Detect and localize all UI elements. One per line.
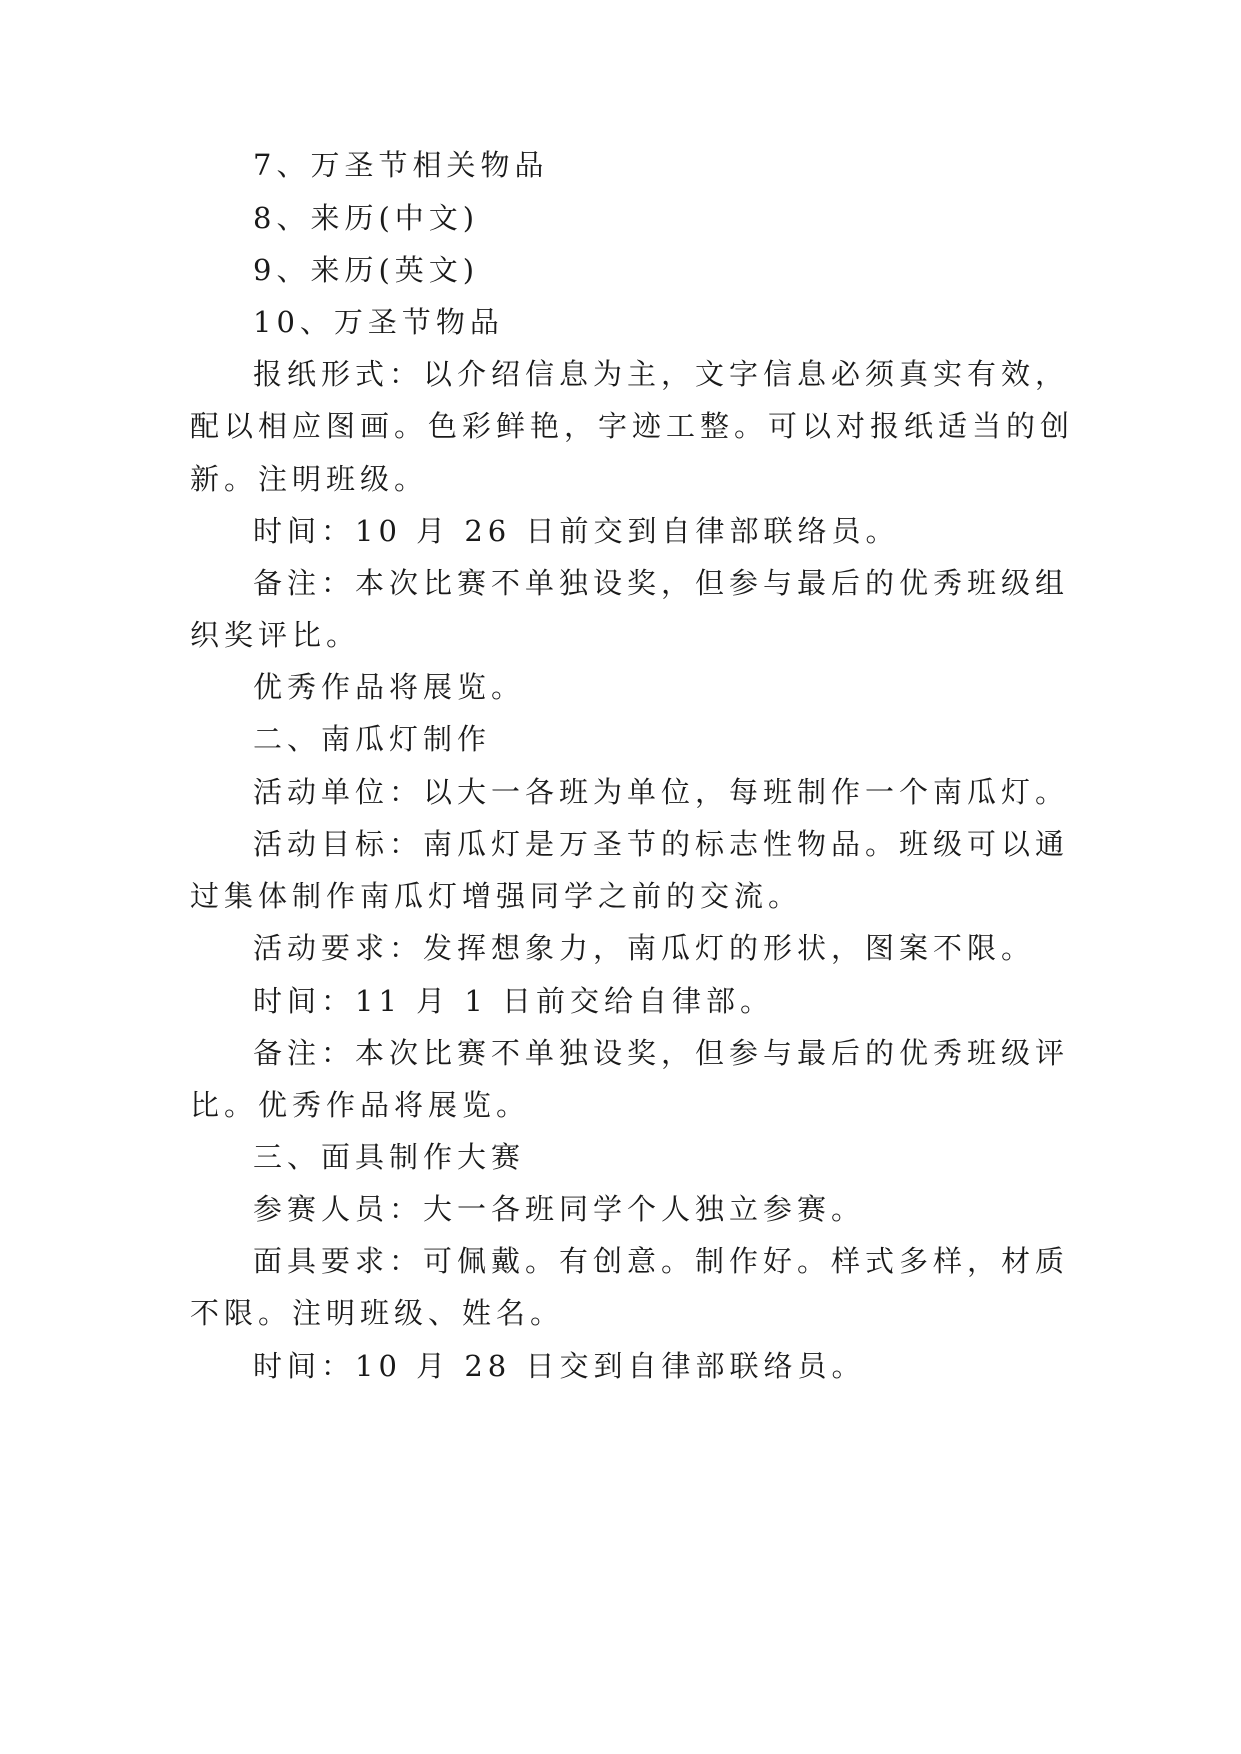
paragraph-line: 新。注明班级。	[190, 462, 429, 496]
paragraph-line: 不限。注明班级、姓名。	[190, 1296, 565, 1330]
paragraph-line: 时间：10 月 28 日交到自律部联络员。	[253, 1349, 866, 1383]
section-heading: 二、南瓜灯制作	[253, 722, 492, 756]
list-item-10: 10、万圣节物品	[253, 305, 504, 339]
paragraph-line: 时间：10 月 26 日前交到自律部联络员。	[253, 514, 900, 548]
paragraph-line: 备注：本次比赛不单独设奖，但参与最后的优秀班级组	[253, 566, 1070, 600]
section-heading: 三、面具制作大赛	[253, 1140, 526, 1174]
list-item-8: 8、来历(中文)	[253, 201, 480, 235]
list-item-9: 9、来历(英文)	[253, 253, 480, 287]
paragraph-line: 配以相应图画。色彩鲜艳，字迹工整。可以对报纸适当的创	[190, 409, 1075, 443]
list-item-7: 7、万圣节相关物品	[253, 148, 549, 182]
paragraph-line: 面具要求：可佩戴。有创意。制作好。样式多样，材质	[253, 1244, 1070, 1278]
paragraph-line: 比。优秀作品将展览。	[190, 1088, 531, 1122]
paragraph-line: 织奖评比。	[190, 618, 361, 652]
paragraph-line: 过集体制作南瓜灯增强同学之前的交流。	[190, 879, 803, 913]
paragraph-line: 报纸形式：以介绍信息为主，文字信息必须真实有效，	[253, 357, 1070, 391]
paragraph-line: 活动目标：南瓜灯是万圣节的标志性物品。班级可以通	[253, 827, 1070, 861]
paragraph-line: 时间：11 月 1 日前交给自律部。	[253, 984, 775, 1018]
paragraph-line: 优秀作品将展览。	[253, 670, 526, 704]
paragraph-line: 参赛人员：大一各班同学个人独立参赛。	[253, 1192, 866, 1226]
paragraph-line: 活动单位：以大一各班为单位，每班制作一个南瓜灯。	[253, 775, 1070, 809]
paragraph-line: 活动要求：发挥想象力，南瓜灯的形状，图案不限。	[253, 931, 1036, 965]
paragraph-line: 备注：本次比赛不单独设奖，但参与最后的优秀班级评	[253, 1036, 1070, 1070]
